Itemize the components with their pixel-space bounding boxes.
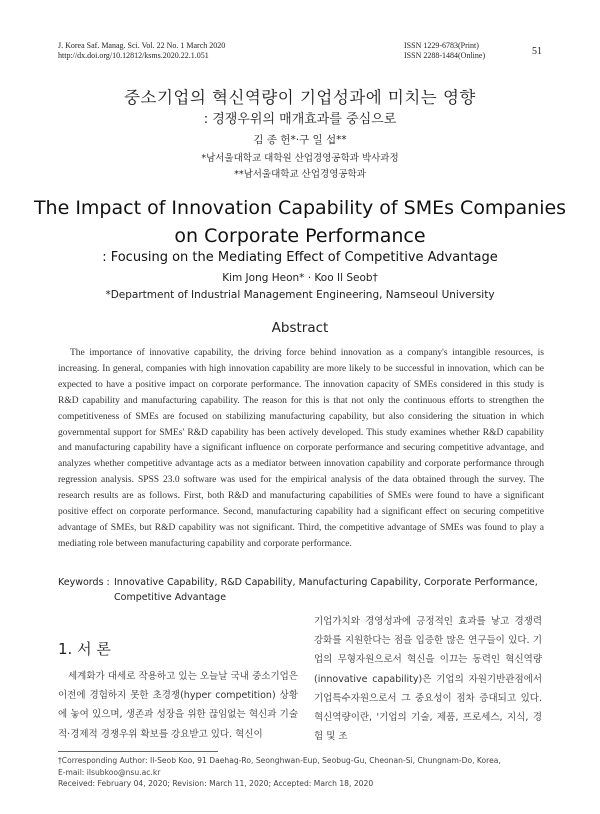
korean-affiliation-1: *남서울대학교 대학원 산업경영공학과 박사과정 bbox=[201, 153, 399, 164]
issn-block bbox=[404, 41, 485, 61]
footnote-divider bbox=[58, 751, 218, 752]
received-dates: Received: February 04, 2020; Revision: March 11, 2020; Accepted: March 18, 2020 bbox=[58, 779, 374, 788]
korean-title: 중소기업의 혁신역량이 기업성과에 미치는 영향 bbox=[124, 88, 476, 107]
intro-left-column: 세계화가 대세로 작용하고 있는 오늘날 국내 중소기업은 이전에 경험하지 못한 초경쟁(hyper competition) 상황에 놓여 있으며, 생존과 성장을 위한 끊임없는 혁신과 기술적·경제적 경쟁우위 확보를 강요받고 있다. 혁신이 bbox=[58, 671, 298, 740]
keywords-label: Keywords : bbox=[58, 577, 110, 588]
page-number: 51 bbox=[532, 46, 542, 57]
footnote bbox=[58, 755, 544, 790]
korean-affiliation-2: **남서울대학교 산업경영공학과 bbox=[234, 169, 366, 180]
abstract-heading: Abstract bbox=[271, 320, 329, 336]
korean-subtitle: : 경쟁우위의 매개효과를 중심으로 bbox=[203, 112, 397, 127]
english-subtitle: : Focusing on the Mediating Effect of Competitive Advantage bbox=[102, 250, 498, 265]
korean-authors: 김 종 헌*·구 일 섭** bbox=[253, 134, 347, 146]
section-heading-introduction: 1. 서 론 bbox=[58, 640, 111, 658]
corresponding-author: †Corresponding Author: Il-Seob Koo, 91 Daehag-Ro, Seonghwan-Eup, Seobug-Gu, Cheonan-Si, Chungnam-Do, Korea, bbox=[58, 756, 501, 765]
issn-print: ISSN 1229-6783(Print) bbox=[404, 41, 479, 50]
english-title-line-1: The Impact of Innovation Capability of SMEs Companies bbox=[33, 197, 567, 219]
journal-citation: J. Korea Saf. Manag. Sci. Vol. 22 No. 1 March 2020 bbox=[58, 41, 226, 50]
issn-online: ISSN 2288-1484(Online) bbox=[404, 51, 486, 60]
english-title-line-2: on Corporate Performance bbox=[174, 225, 426, 247]
journal-header bbox=[58, 41, 225, 61]
english-authors: Kim Jong Heon* · Koo Il Seob† bbox=[222, 272, 378, 284]
english-affiliation: *Department of Industrial Management Engineering, Namseoul University bbox=[105, 289, 495, 301]
author-email[interactable]: E-mail: ilsubkoo@nsu.ac.kr bbox=[58, 767, 161, 777]
keywords-text: Innovative Capability, R&D Capability, Manufacturing Capability, Corporate Performance, Competitive Advantage bbox=[114, 577, 538, 603]
intro-right-column: 기업가치와 경영성과에 긍정적인 효과를 낳고 경쟁력 강화를 지원한다는 점을 입증한 많은 연구들이 있다. 기업의 무형자원으로서 혁신을 이끄는 동력인 혁신역량(innovative capability)은 기업의 자원기반관점에서 기업특수자원으로서 그 중요성이 점차 증대되고 있다. 혁신역량이란, '기업의 기술, 제품, 프로세스, 지식, 경험 및 조 bbox=[314, 616, 542, 743]
doi-link[interactable]: http://dx.doi.org/10.12812/ksms.2020.22.1.051 bbox=[58, 51, 209, 60]
abstract-body: The importance of innovative capability, the driving force behind innovation as a company's intangible resources, is increasing. In general, companies with high innovation capability are more likely to be successful in innovation, which can be expected to have a positive impact on corporate performance. The innovation capacity of SMEs considered in this study is R&D capability and manufacturing capability. The reason for this is that not only the continuous efforts to strengthen the competitiveness of SMEs are focused on stabilizing manufacturing capability, but also considering the situation in which governmental support for SMEs' R&D capability has been actively developed. This study examines whether R&D capability and manufacturing capability have a significant influence on corporate performance and securing competitive advantage, and analyzes whether competitive advantage acts as a mediator between innovation capability and corporate performance through regression analysis. SPSS 23.0 software was used for the empirical analysis of the data obtained through the survey. The research results are as follows. First, both R&D and manufacturing capabilities of SMEs were found to have a significant positive effect on corporate performance. Second, manufacturing capability had a significant effect on securing competitive advantage of SMEs, but R&D capability was not significant. Third, the competitive advantage of SMEs was found to play a mediating role between manufacturing capability and corporate performance. bbox=[58, 348, 544, 549]
